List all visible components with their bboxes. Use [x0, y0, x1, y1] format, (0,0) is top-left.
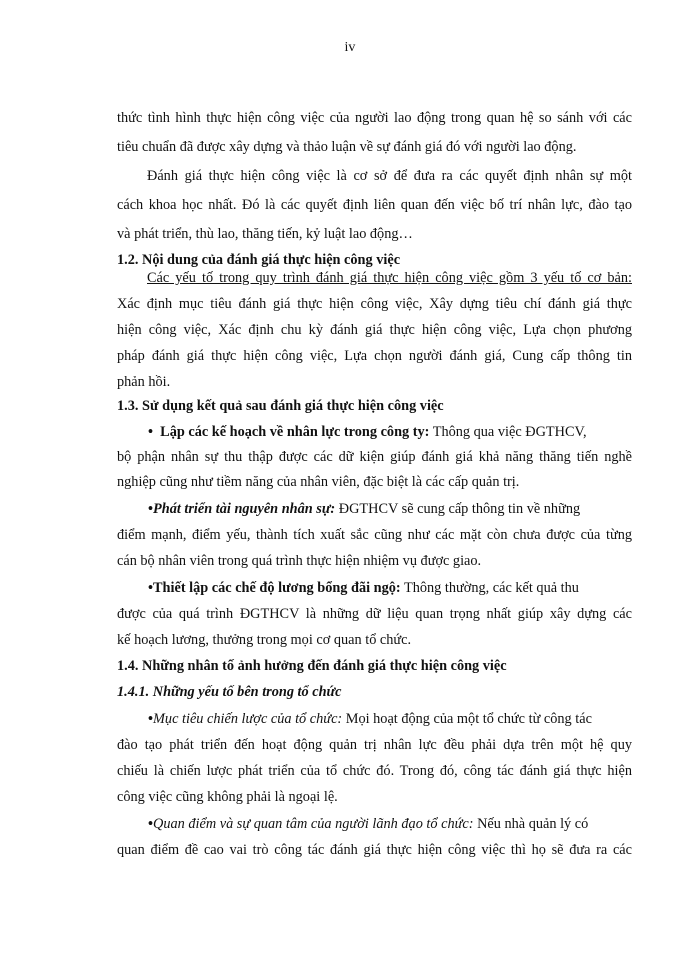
- section-heading-1-4: 1.4. Những nhân tố ảnh hưởng đến đánh giá thực hiện công việc: [117, 658, 507, 674]
- paragraph-line: công việc cũng không phải là ngoại lệ.: [117, 789, 338, 805]
- bullet-title: Phát triển tài nguyên nhân sự:: [153, 501, 336, 517]
- bullet-item: [148, 709, 632, 729]
- bullet-icon: •: [148, 816, 154, 832]
- paragraph-line: Đánh giá thực hiện công việc là cơ sở để đưa ra các quyết định nhân sự một: [147, 168, 632, 184]
- paragraph-line: điểm mạnh, điểm yếu, thành tích xuất sắc cũng như các mặt còn chưa được của từng: [117, 527, 632, 543]
- bullet-text: ĐGTHCV sẽ cung cấp thông tin về những: [335, 501, 581, 517]
- bullet-item: [148, 578, 632, 598]
- section-heading-1-3: 1.3. Sử dụng kết quả sau đánh giá thực hiện công việc: [117, 398, 444, 414]
- paragraph-line: Xác định mục tiêu đánh giá thực hiện công việc, Xây dựng tiêu chí đánh giá thực: [117, 296, 632, 312]
- bullet-text: Thông qua việc ĐGTHCV,: [429, 424, 587, 440]
- bullet-title: Thiết lập các chế độ lương bổng đãi ngộ:: [153, 580, 401, 596]
- paragraph-line: cách khoa học nhất. Đó là các quyết định liên quan đến việc bố trí nhân lực, đào tạo: [117, 197, 632, 213]
- bullet-title: Mục tiêu chiến lược của tổ chức:: [153, 711, 343, 727]
- paragraph-line: bộ phận nhân sự thu thập được các dữ kiện giúp đánh giá khả năng thăng tiến nghề: [117, 449, 632, 465]
- bullet-icon: •: [148, 580, 154, 596]
- bullet-icon: •: [148, 711, 154, 727]
- section-heading-1-2: 1.2. Nội dung của đánh giá thực hiện công việc: [117, 252, 401, 268]
- paragraph-line: được của quá trình ĐGTHCV là những dữ liệu quan trọng nhất giúp xây dựng các: [117, 606, 632, 622]
- bullet-title: Quan điểm và sự quan tâm của người lãnh đạo tổ chức:: [153, 816, 474, 832]
- paragraph-line: đào tạo phát triển đến hoạt động quản trị nhân lực đều phải dựa trên một hệ quy: [117, 737, 632, 753]
- bullet-item: [148, 499, 632, 519]
- bullet-icon: •: [148, 501, 154, 517]
- paragraph-line: kế hoạch lương, thưởng trong mọi cơ quan tổ chức.: [117, 632, 412, 648]
- paragraph-line: chiếu là chiến lược phát triển của tổ chức đó. Trong đó, công tác đánh giá thực hiện: [117, 763, 632, 779]
- bullet-item: [148, 814, 632, 834]
- bullet-text: Thông thường, các kết quả thu: [400, 580, 579, 596]
- paragraph-line: tiêu chuẩn đã được xây dựng và thảo luận về sự đánh giá đó với người lao động.: [117, 139, 577, 155]
- paragraph-line: hiện công việc, Xác định chu kỳ đánh giá thực hiện công việc, Lựa chọn phương: [117, 322, 632, 338]
- paragraph-line: Các yếu tố trong quy trình đánh giá thực hiện công việc gồm 3 yếu tố cơ bản:: [147, 270, 632, 286]
- bullet-item: [148, 422, 632, 442]
- paragraph-line: phản hồi.: [117, 374, 171, 390]
- page-number: iv: [344, 40, 356, 55]
- bullet-text: Mọi hoạt động của một tổ chức từ công tác: [342, 711, 592, 727]
- paragraph-line: pháp đánh giá thực hiện công việc, Lựa chọn người đánh giá, Cung cấp thông tin: [117, 348, 632, 364]
- paragraph-line: cán bộ nhân viên trong quá trình thực hiện nhiệm vụ được giao.: [117, 553, 482, 569]
- section-heading-1-4-1: 1.4.1. Những yếu tố bên trong tổ chức: [117, 684, 342, 700]
- paragraph-line: nghiệp cũng như tiềm năng của nhân viên, đặc biệt là các cấp quản trị.: [117, 474, 520, 490]
- bullet-title: Lập các kế hoạch về nhân lực trong công ty:: [160, 424, 430, 440]
- bullet-text: Nếu nhà quản lý có: [473, 816, 589, 832]
- paragraph-line: quan điểm đề cao vai trò công tác đánh giá thực hiện công việc thì họ sẽ đưa ra các: [117, 842, 632, 858]
- paragraph-line: thức tình hình thực hiện công việc của người lao động trong quan hệ so sánh với các: [117, 110, 632, 126]
- paragraph-line: và phát triển, thù lao, thăng tiến, kỷ luật lao động…: [117, 226, 413, 242]
- bullet-icon: •: [148, 424, 154, 440]
